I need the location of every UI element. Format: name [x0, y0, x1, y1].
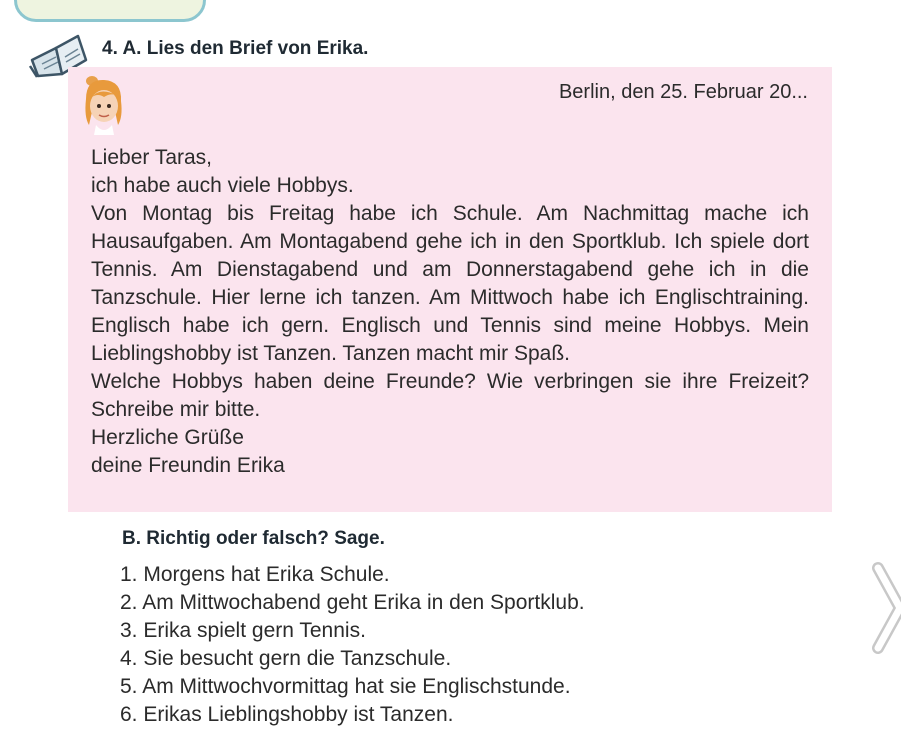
task-b-heading: B. Richtig oder falsch? Sage. — [122, 528, 385, 549]
girl-avatar-icon — [80, 73, 126, 135]
statement-item: 3. Erika spielt gern Tennis. — [120, 619, 366, 642]
letter-line: ich habe auch viele Hobbys. — [91, 174, 354, 197]
statement-item: 5. Am Mittwochvormittag hat sie Englischstunde. — [120, 675, 571, 698]
letter-signature: deine Freundin Erika — [91, 454, 285, 477]
letter-box — [68, 67, 832, 512]
letter-date: Berlin, den 25. Februar 20... — [558, 81, 808, 103]
module-tab — [14, 0, 206, 22]
statement-item: 2. Am Mittwochabend geht Erika in den Sportklub. — [120, 591, 585, 614]
letter-greeting: Lieber Taras, — [91, 146, 213, 169]
task-number: 4. — [102, 38, 118, 59]
task-a-title: A. Lies den Brief von Erika. — [122, 38, 369, 59]
statement-list — [120, 561, 585, 729]
statement-item: 1. Morgens hat Erika Schule. — [120, 563, 390, 586]
chevron-right-icon[interactable] — [868, 560, 901, 656]
task-a-heading — [102, 38, 368, 60]
letter-body — [91, 144, 809, 480]
statement-item: 6. Erikas Lieblingshobby ist Tanzen. — [120, 703, 454, 726]
statement-item: 4. Sie besucht gern die Tanzschule. — [120, 647, 452, 670]
letter-paragraph: Von Montag bis Freitag habe ich Schule. Am Nachmittag mache ich Hausaufgaben. Am Montagabend gehe ich in den Sportklub. Ich spiele dort Tennis. Am Dienstagabend und am Donnerstagabend gehe ich in die Tanzschule. Hier lerne ich tanzen. Am Mittwoch habe ich Englischtraining. Englisch habe ich gern. Englisch und Tennis sind meine Hobbys. Mein Lieblingshobby ist Tanzen. Tanzen macht mir Spaß. — [91, 202, 809, 365]
letter-question: Welche Hobbys haben deine Freunde? Wie verbringen sie ihre Freizeit? Schreibe mir bitte. — [91, 370, 809, 421]
letter-closing: Herzliche Grüße — [91, 426, 244, 449]
